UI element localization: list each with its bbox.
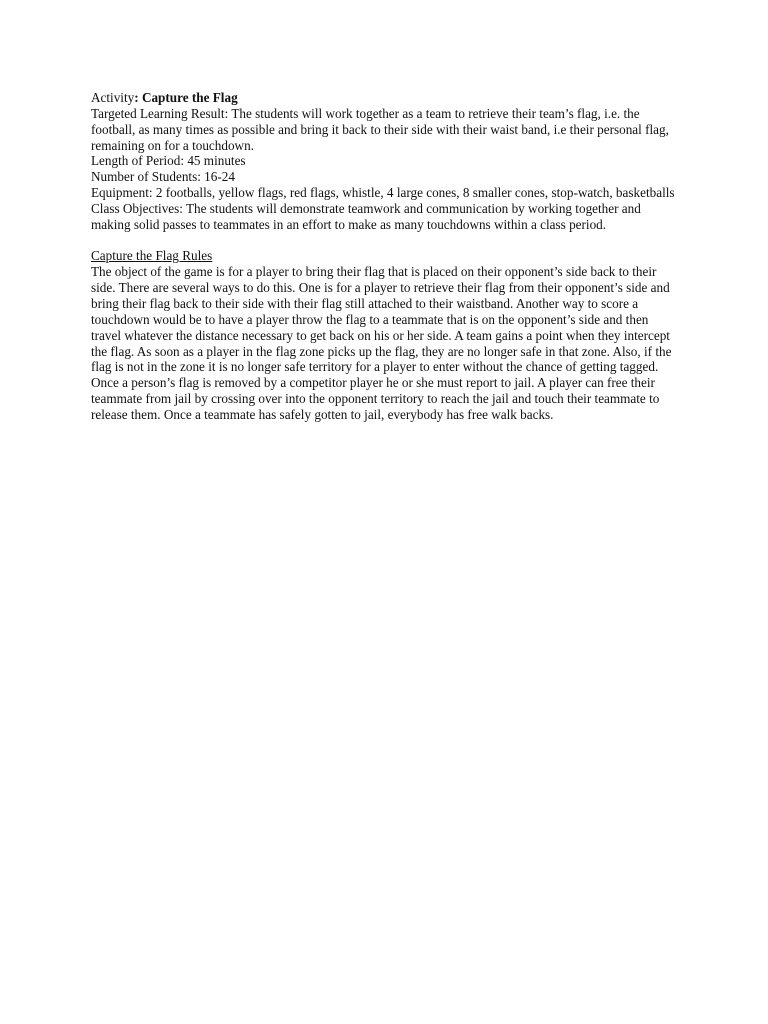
activity-title: Capture the Flag [141, 90, 238, 105]
class-objectives: Class Objectives: The students will demonstrate teamwork and communication by working together and making solid passes to teammates in an effort to make as many touchdowns within a class period. [91, 200, 641, 232]
activity-colon: : [134, 90, 142, 105]
rules-body: The object of the game is for a player to bring their flag that is placed on their opponent’s side back to their side. There are several ways to do this. One is for a player to retrieve their flag from their opponent’s side and bring their flag back to their side with their flag still attached to their waistband. Another way to score a touchdown would be to have a player throw the flag to a teammate that is on the opponent’s side and then travel whatever the distance necessary to get back on his or her side. A team gains a point when they intercept the flag. As soon as a player in the flag zone picks up the flag, they are no longer safe in that zone. Also, if the flag is not in the zone it is no longer safe territory for a player to enter without the chance of getting tagged. Once a person’s flag is removed by a competitor player he or she must report to jail. A player can free their teammate from jail by crossing over into the opponent territory to reach the jail and touch their teammate to release them. Once a teammate has safely gotten to jail, everybody has free walk backs. [91, 264, 672, 422]
equipment: Equipment: 2 footballs, yellow flags, red flags, whistle, 4 large cones, 8 smaller cones, stop-watch, basketballs [91, 185, 675, 201]
rules-heading: Capture the Flag Rules [91, 248, 213, 264]
number-of-students: Number of Students: 16-24 [91, 169, 235, 185]
length-of-period: Length of Period: 45 minutes [91, 153, 246, 169]
targeted-learning-result: Targeted Learning Result: The students will work together as a team to retrieve their team’s flag, i.e. the football, as many times as possible and bring it back to their side with their waist band, i.e their personal flag, remaining on for a touchdown. [91, 105, 669, 153]
activity-line [91, 90, 681, 106]
document-content [91, 90, 681, 423]
activity-label: Activity [91, 90, 135, 105]
paragraph-gap [91, 233, 681, 249]
